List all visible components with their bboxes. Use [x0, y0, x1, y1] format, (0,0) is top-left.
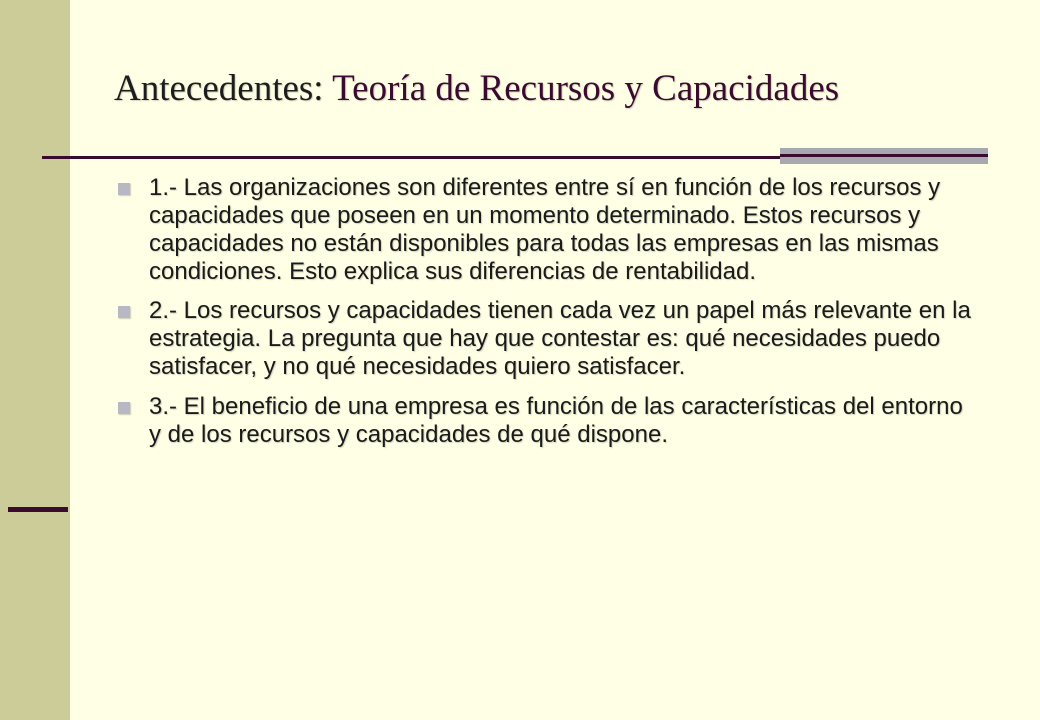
bullet-text-2: 2.- Los recursos y capacidades tienen cada vez un papel más relevante en la estrategia. La pregunta que hay que contestar es: qué necesidades puedo satisfacer, y no qué necesidades quiero satisfacer.: [149, 297, 971, 380]
title-divider-accent: [780, 148, 988, 164]
square-bullet-icon: [118, 306, 130, 318]
left-decorative-bar: [0, 0, 70, 720]
bullet-item-1: [118, 174, 978, 286]
left-accent-line: [8, 507, 68, 512]
bullet-text-3: 3.- El beneficio de una empresa es función de las características del entorno y de los recursos y capacidades de qué dispone.: [149, 393, 963, 448]
bullet-text-1: 1.- Las organizaciones son diferentes entre sí en función de los recursos y capacidades que poseen en un momento determinado. Estos recursos y capacidades no están disponibles para todas las empresas en las mismas condiciones. Esto explica sus diferencias de rentabilidad.: [149, 174, 941, 285]
slide-title: [114, 68, 954, 110]
bullet-list: [118, 174, 978, 460]
title-prefix: Antecedentes:: [114, 68, 333, 109]
square-bullet-icon: [118, 183, 130, 195]
square-bullet-icon: [118, 402, 130, 414]
bullet-item-2: [118, 297, 978, 381]
bullet-item-3: [118, 393, 978, 449]
title-main: Teoría de Recursos y Capacidades: [332, 68, 840, 109]
